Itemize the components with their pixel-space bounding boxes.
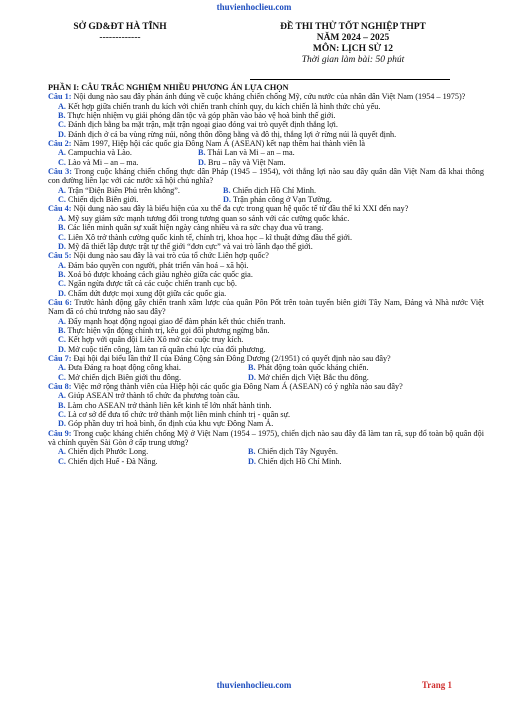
option: A. Giúp ASEAN trở thành tổ chức đa phương toàn cầu. <box>58 391 240 401</box>
option-row <box>58 363 484 372</box>
question-4: Câu 4: Nội dung nào sau đây là biểu hiện của xu thế đa cực trong quan hệ quốc tế từ đầu thế kỉ XXI đến nay? <box>48 204 409 214</box>
page-footer <box>0 680 508 694</box>
option: C. Ngăn ngừa được tất cả các cuộc chiến tranh cục bộ. <box>58 279 237 289</box>
option: A. Trận “Điện Biên Phủ trên không”. <box>58 185 180 195</box>
question-3: Câu 3: Trong cuộc kháng chiến chống thực dân Pháp (1945 – 1954), với thắng lợi nào sau đây quân dân Việt Nam đã khai thông con đường liên lạc với các nước xã hội chủ nghĩa? <box>48 167 484 186</box>
department-name: SỞ GD&ĐT HÀ TĨNH <box>73 22 167 32</box>
option: B. Chiến dịch Hồ Chí Minh. <box>223 185 317 195</box>
exam-subject: MÔN: LỊCH SỬ 12 <box>312 44 394 54</box>
question-6: Câu 6: Trước hành động gây chiến tranh xâm lược của quân Pôn Pốt trên toàn tuyến biên giới Tây Nam, Đảng và Nhà nước Việt Nam đã có chủ trương nào sau đây? <box>48 297 484 317</box>
option: D. Đánh địch ở cả ba vùng rừng núi, nông thôn đồng bằng và đô thị, thắng lợi ở rừng núi là quyết định. <box>58 129 397 139</box>
option: D. Chiến dịch Hồ Chí Minh. <box>248 456 342 466</box>
exam-header <box>0 22 508 84</box>
option: A. Đẩy mạnh hoạt động ngoại giao để đàm phán kết thúc chiến tranh. <box>58 316 286 326</box>
exam-time: Thời gian làm bài: 50 phút <box>301 55 405 65</box>
option: B. Thực hiện nhiệm vụ giải phóng dân tộc và góp phần vào bảo vệ hoà bình thế giới. <box>58 111 336 121</box>
option-row <box>58 373 484 382</box>
option: A. Campuchia và Lào. <box>58 148 132 158</box>
option: B. Thái Lan và Mi – an – ma. <box>198 148 295 158</box>
option: D. Mở cuộc tiến công, làm tan rã quân chủ lực của đối phương. <box>58 344 266 354</box>
option: C. Kết hợp với quân đội Liên Xô mở các cuộc truy kích. <box>58 335 244 345</box>
option: D. Góp phần duy trì hoà bình, ổn định của khu vực Đông Nam Á. <box>58 419 274 429</box>
option: B. Làm cho ASEAN trở thành liên kết kinh tế lớn nhất hành tinh. <box>58 400 272 410</box>
question-2: Câu 2: Năm 1997, Hiệp hội các quốc gia Đông Nam Á (ASEAN) kết nạp thêm hai thành viên là <box>48 139 365 149</box>
option: D. Trận phản công ở Vạn Tường. <box>223 195 332 205</box>
option: C. Là cơ sở để đưa tổ chức trở thành một liên minh chính trị - quân sự. <box>58 410 291 420</box>
option: B. Phát động toàn quốc kháng chiến. <box>248 363 369 373</box>
option: A. Đưa Đảng ra hoạt động công khai. <box>58 363 181 373</box>
department-separator: ------------- <box>99 33 141 43</box>
question-7: Câu 7: Đại hội đại biểu lần thứ II của Đảng Cộng sản Đông Dương (2/1951) có quyết định nào sau đây? <box>48 353 391 363</box>
question-9: Câu 9: Trong cuộc kháng chiến chống Mỹ ở Việt Nam (1954 – 1975), chiến dịch nào sau đây đã làm tan rã, sụp đổ toàn bộ quân đội và chính quyền Sài Gòn ở cấp trung ương? <box>48 428 485 448</box>
option: D. Chấm dứt được mọi xung đột giữa các quốc gia. <box>58 288 227 298</box>
exam-title-block <box>228 22 478 66</box>
option-row <box>58 457 484 466</box>
question-content <box>48 83 484 466</box>
watermark-top: thuvienhoclieu.com <box>216 2 292 12</box>
option: C. Liên Xô trở thành cường quốc kinh tế, chính trị, khoa học – kĩ thuật đứng đầu thế giới. <box>58 232 353 242</box>
option: B. Các liên minh quân sự xuất hiện ngày càng nhiều và ra sức chạy đua vũ trang. <box>58 223 324 233</box>
option: C. Lào và Mi – an – ma. <box>58 157 139 167</box>
page-number: Trang 1 <box>421 680 452 690</box>
option-row <box>58 148 484 157</box>
option: C. Chiến dịch Biên giới. <box>58 195 139 205</box>
option-row <box>58 447 484 456</box>
question-5: Câu 5: Nội dung nào sau đây là vai trò của tổ chức Liên hợp quốc? <box>48 251 269 261</box>
option: C. Đánh địch bằng ba mặt trận, mặt trận ngoại giao đóng vai trò quyết định thắng lợi. <box>58 120 338 130</box>
part-heading: PHẦN I: CÂU TRẮC NGHIỆM NHIỀU PHƯƠNG ÁN LỰA CHỌN <box>48 83 289 92</box>
option: A. Kết hợp giữa chiến tranh du kích với chiến tranh chính quy, du kích chiến là hình thức chủ yếu. <box>58 101 381 111</box>
question-8: Câu 8: Việc mở rộng thành viên của Hiệp hội các quốc gia Đông Nam Á (ASEAN) có ý nghĩa nào sau đây? <box>48 382 403 391</box>
option: B. Chiến dịch Tây Nguyên. <box>248 447 338 457</box>
option-row <box>58 186 484 195</box>
option: A. Đảm bảo quyền con người, phát triển văn hoá – xã hội. <box>58 260 249 270</box>
option: B. Thực hiện vận động chính trị, kêu gọi đối phương ngừng bắn. <box>58 325 270 335</box>
option: C. Mở chiến dịch Biên giới thu đông. <box>58 372 182 382</box>
exam-title: ĐỀ THI THỬ TỐT NGHIỆP THPT <box>280 22 426 32</box>
option: D. Mỹ đã thiết lập được trật tự thế giới “đơn cực” và vai trò lãnh đạo thế giới. <box>58 241 313 251</box>
option: D. Mở chiến dịch Việt Bắc thu đông. <box>248 372 369 382</box>
option: D. Bru – nây và Việt Nam. <box>198 157 286 167</box>
option: A. Mỹ suy giảm sức mạnh tương đối trong tương quan so sánh với các cường quốc khác. <box>58 213 350 223</box>
question-1: Câu 1: Nội dung nào sau đây phản ánh đúng về cuộc kháng chiến chống Mỹ, cứu nước của nhân dân Việt Nam (1954 – 1975)? <box>48 92 466 102</box>
footer-site: thuvienhoclieu.com <box>216 680 292 690</box>
option-row <box>58 195 484 204</box>
option-row <box>58 158 484 167</box>
option: C. Chiến dịch Huế - Đà Nẵng. <box>58 456 158 466</box>
option: A. Chiến dịch Phước Long. <box>58 447 149 457</box>
header-rule <box>250 79 450 80</box>
exam-year: NĂM 2024 – 2025 <box>316 33 390 43</box>
option: B. Xoá bỏ được khoảng cách giàu nghèo giữa các quốc gia. <box>58 269 253 279</box>
department-block <box>40 22 200 44</box>
